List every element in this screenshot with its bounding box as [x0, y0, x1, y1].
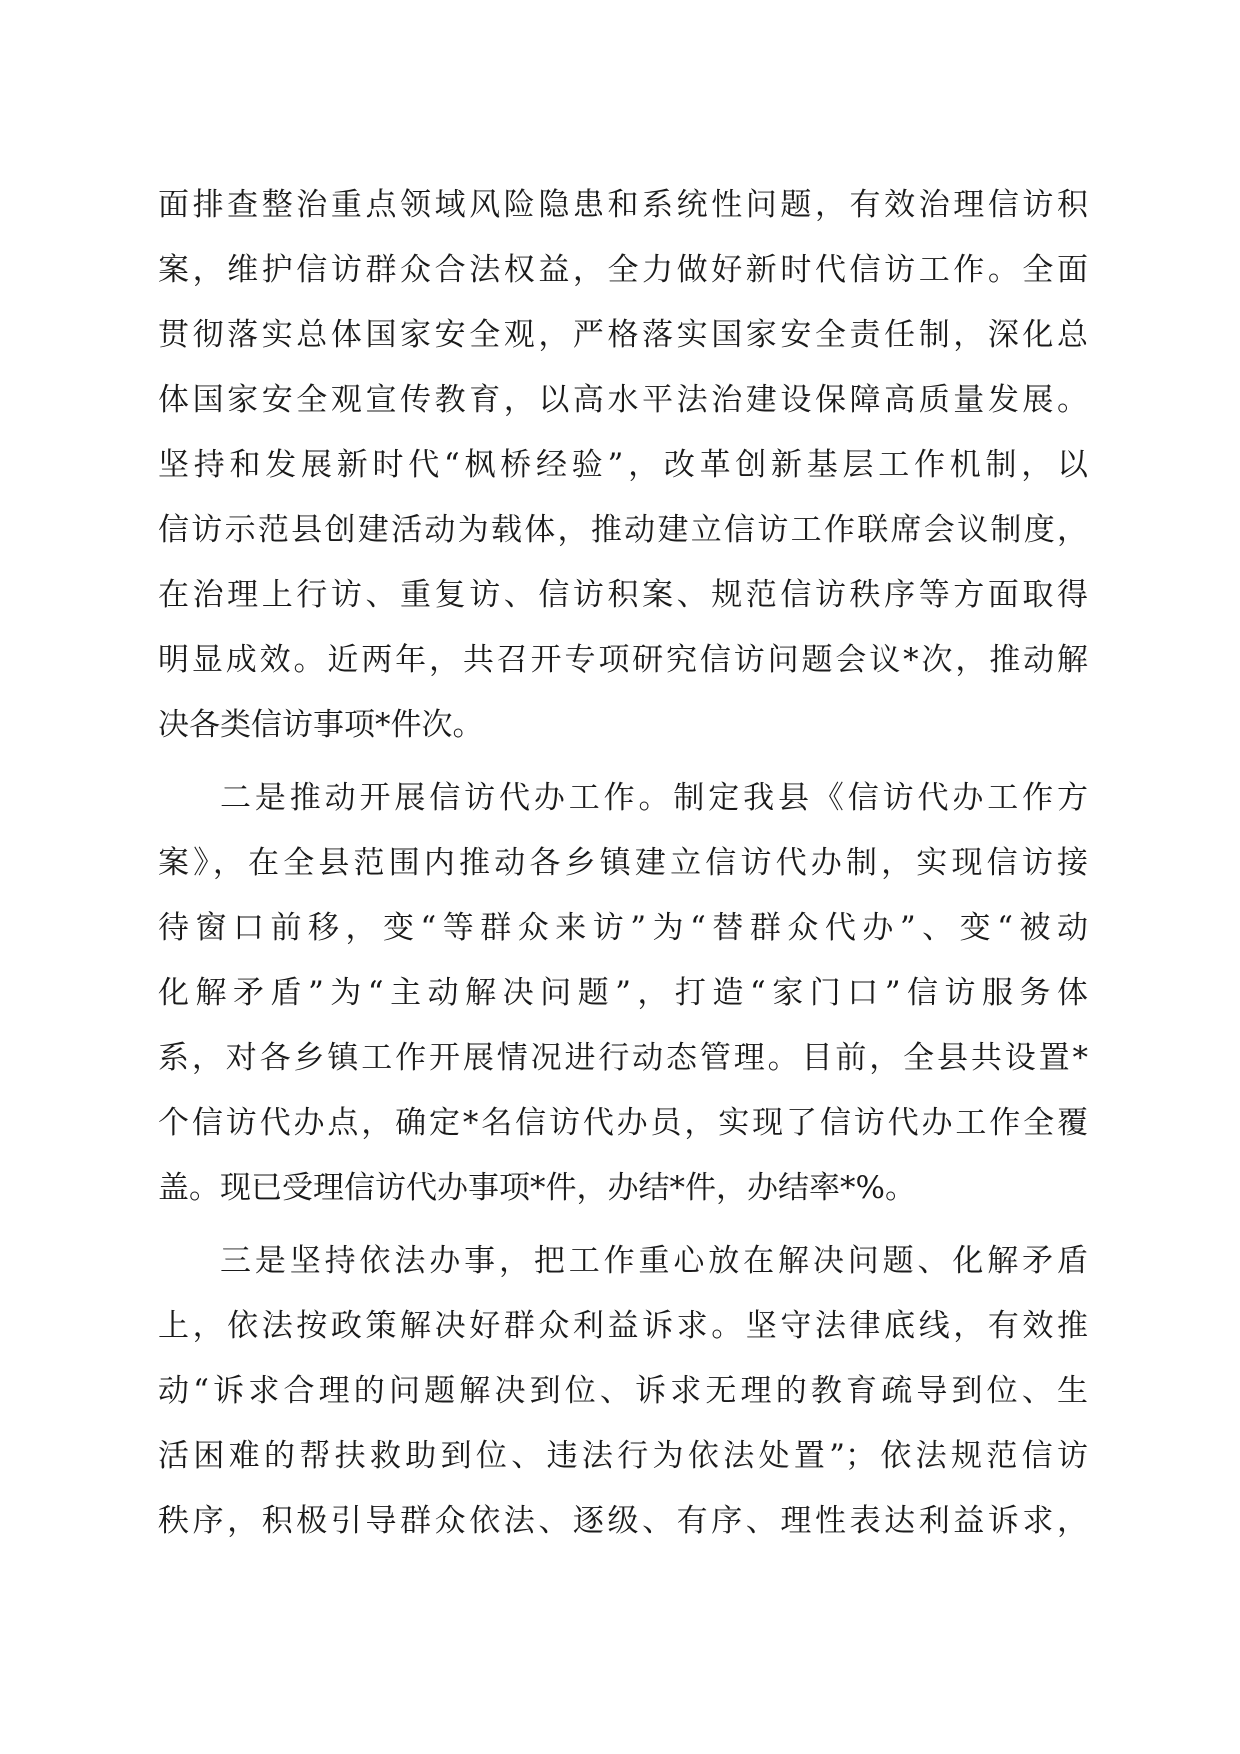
- text-line: 三是坚持依法办事，把工作重心放在解决问题、化解矛盾: [220, 1243, 1088, 1279]
- text-line: 化解矛盾”为“主动解决问题”，打造“家门口”信访服务体: [158, 975, 1088, 1011]
- text-line: 案，维护信访群众合法权益，全力做好新时代信访工作。全面: [158, 252, 1088, 288]
- text-line: 明显成效。近两年，共召开专项研究信访问题会议*次，推动解: [158, 642, 1088, 678]
- text-line: 个信访代办点，确定*名信访代办员，实现了信访代办工作全覆: [158, 1105, 1088, 1141]
- paragraph-3: [158, 1244, 1088, 1569]
- text-line: 系，对各乡镇工作开展情况进行动态管理。目前，全县共设置*: [158, 1040, 1088, 1076]
- text-line: 二是推动开展信访代办工作。制定我县《信访代办工作方: [220, 780, 1088, 816]
- paragraph-2: [158, 781, 1088, 1236]
- text-line: 决各类信访事项*件次。: [158, 707, 484, 743]
- text-line: 坚持和发展新时代“枫桥经验”，改革创新基层工作机制，以: [158, 447, 1088, 483]
- text-line: 秩序，积极引导群众依法、逐级、有序、理性表达利益诉求，: [158, 1503, 1088, 1539]
- text-line: 动“诉求合理的问题解决到位、诉求无理的教育疏导到位、生: [158, 1373, 1088, 1409]
- text-line: 案》，在全县范围内推动各乡镇建立信访代办制，实现信访接: [158, 845, 1088, 881]
- text-line: 在治理上行访、重复访、信访积案、规范信访秩序等方面取得: [158, 577, 1088, 613]
- paragraph-1: [158, 188, 1088, 773]
- text-line: 待窗口前移，变“等群众来访”为“替群众代办”、变“被动: [158, 910, 1088, 946]
- text-line: 面排查整治重点领域风险隐患和系统性问题，有效治理信访积: [158, 187, 1088, 223]
- text-line: 信访示范县创建活动为载体，推动建立信访工作联席会议制度，: [158, 512, 1088, 548]
- text-line: 贯彻落实总体国家安全观，严格落实国家安全责任制，深化总: [158, 317, 1088, 353]
- document-body: [158, 188, 1088, 1569]
- text-line: 上，依法按政策解决好群众利益诉求。坚守法律底线，有效推: [158, 1308, 1088, 1344]
- text-line: 盖。现已受理信访代办事项*件，办结*件，办结率*%。: [158, 1170, 916, 1206]
- text-line: 体国家安全观宣传教育，以高水平法治建设保障高质量发展。: [158, 382, 1088, 418]
- text-line: 活困难的帮扶救助到位、违法行为依法处置”；依法规范信访: [158, 1438, 1088, 1474]
